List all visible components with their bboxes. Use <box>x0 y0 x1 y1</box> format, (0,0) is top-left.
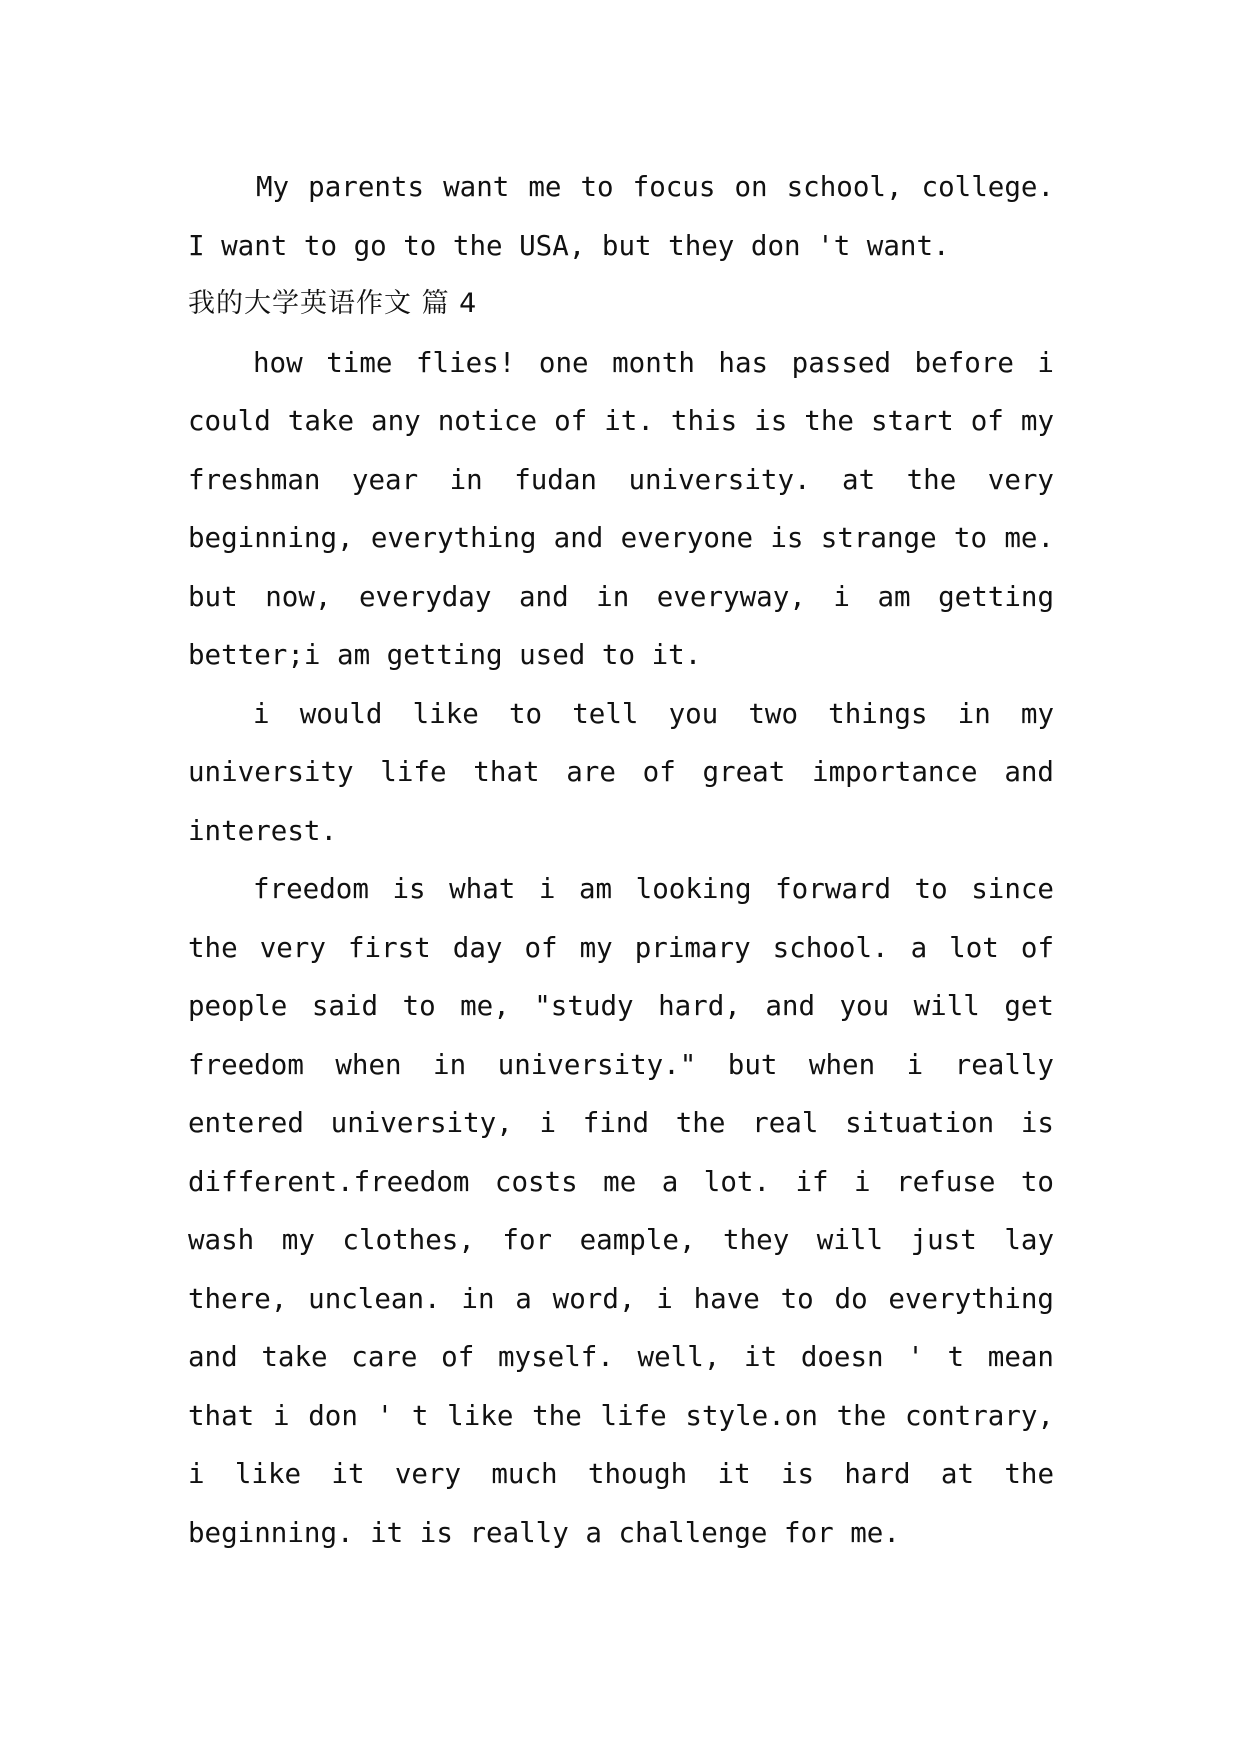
paragraph-time-flies: how time flies! one month has passed before i could take any notice of it. this is the start of my freshman year in fudan university. at the very beginning, everything and everyone is strange to me. but now, everyday and in everyway, i am getting better;i am getting used to it. <box>188 346 1054 671</box>
section-heading: 我的大学英语作文 篇 4 <box>188 288 478 319</box>
paragraph-parents-usa: My parents want me to focus on school, college. I want to go to the USA, but they don 't want. <box>188 171 1054 262</box>
paragraph-freedom: freedom is what i am looking forward to since the very first day of my primary school. a lot of people said to me, "study hard, and you will get freedom when in university." but when i really entered university, i find the real situation is different.freedom costs me a lot. if i refuse to wash my clothes, for eample, they will just lay there, unclean. in a word, i have to do everything and take care of myself. well, it doesn ' t mean that i don ' t like the life style.on the contrary, i like it very much though it is hard at the beginning. it is really a challenge for me. <box>188 873 1054 1549</box>
paragraph-two-things: i would like to tell you two things in my university life that are of great importance and interest. <box>188 697 1054 847</box>
document-body <box>188 158 1054 1562</box>
